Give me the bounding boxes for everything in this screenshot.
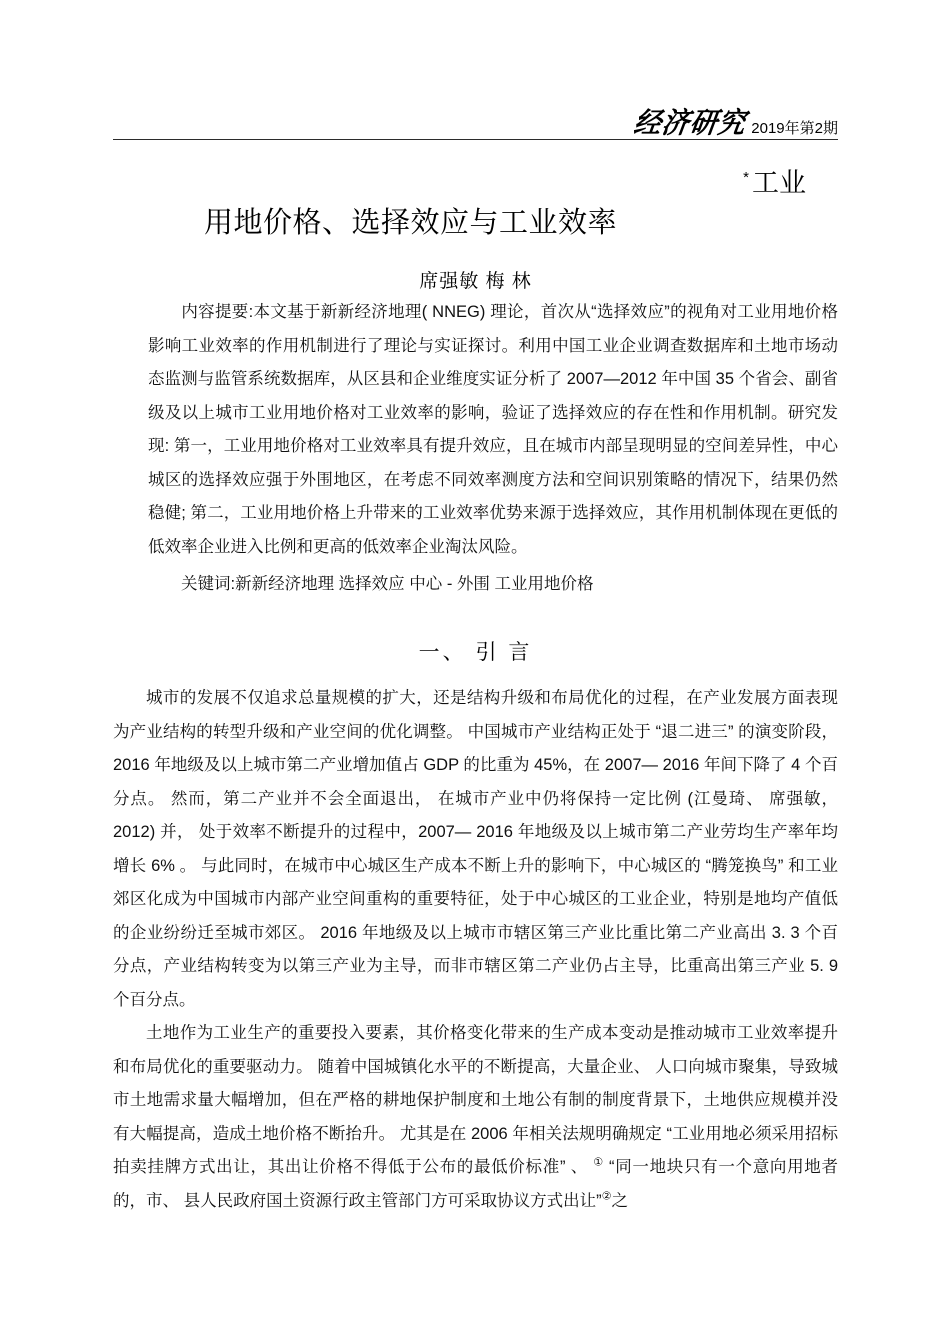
abstract-text: 本文基于新新经济地理( NNEG) 理论，首次从“选择效应”的视角对工业用地价格影响工业效率的作用机制进行了理论与实证探讨。利用中国工业企业调查数据库和土地市场动态监测与监管系统数据库，从区县和企业维度实证分析了 2007—2012 年中国 35 个省会、副省级及以上城市工业用地价格对工业效率的影响，验证了选择效应的存在性和作用机制。研究发现: 第一，工业用地价格对工业效率具有提升效应，且在城市内部呈现明显的空间差异性，中心城区的选择效应强于外围地区，在考虑不同效率测度方法和空间识别策略的情况下，结果仍然稳健; 第二，工业用地价格上升带来的工业效率优势来源于选择效应，其作用机制体现在更低的低效率企业进入比例和更高的低效率企业淘汰风险。 <box>148 303 838 556</box>
footnote-marker-2: ② <box>601 1190 612 1202</box>
running-head <box>113 100 838 146</box>
body-paragraph-2-separator: 、 <box>565 1158 594 1176</box>
title-wrapped-fragment-line <box>113 160 838 201</box>
keywords-label: 关键词: <box>181 575 236 593</box>
keywords-block <box>148 568 838 602</box>
title-wrapped-fragment: 工业 <box>752 168 806 198</box>
body-paragraph-2-part1: 土地作为工业生产的重要投入要素，其价格变化带来的生产成本变动是推动城市工业效率提升和布局优化的重要驱动力。 随着中国城镇化水平的不断提高，大量企业、 人口向城市聚集，导致城市土地需求量大幅增加，但在严格的耕地保护制度和土地公有制的制度背景下，土地供应规模并没有大幅提高，造成土地价格不断抬升。 尤其是在 2006 年相关法规明确规定 “工业用地必须采用招标拍卖挂牌方式出让，其出让价格不得低于公布的最低价标准” <box>113 1024 838 1176</box>
title-block <box>113 160 838 297</box>
author-list: 席强敏 梅 林 <box>419 271 532 292</box>
body-paragraph-2-part3: 之 <box>611 1191 628 1210</box>
body-content <box>113 682 838 1218</box>
body-paragraph-1: 城市的发展不仅追求总量规模的扩大，还是结构升级和布局优化的过程，在产业发展方面表现为产业结构的转型升级和产业空间的优化调整。 中国城市产业结构正处于 “退二进三” 的演变阶段，2016 年地级及以上城市第二产业增加值占 GDP 的比重为 45%，在 2007— 2016 年间下降了 4 个百分点。 然而，第二产业并不会全面退出， 在城市产业中仍将保持一定比例 (江曼琦、 席强敏， 2012) 并， 处于效率不断提升的过程中，2007— 2016 年地级及以上城市第二产业劳均生产率年均增长 6% 。 与此同时，在城市中心城区生产成本不断上升的影响下，中心城区的 “腾笼换鸟” 和工业郊区化成为中国城市内部产业空间重构的重要特征，处于中心城区的工业企业，特别是地均产值低的企业纷纷迁至城市郊区。 2016 年地级及以上城市市辖区第三产业比重比第二产业高出 3. 3 个百分点，产业结构转变为以第三产业为主导，而非市辖区第二产业仍占主导，比重高出第三产业 5. 9 个百分点。 <box>113 689 838 1009</box>
title-footnote-asterisk: * <box>743 169 749 186</box>
footnote-marker-1: ① <box>593 1156 604 1169</box>
page-title: 用地价格、选择效应与工业效率 <box>203 207 617 239</box>
section-heading-introduction: 一、 引 言 <box>418 641 533 664</box>
abstract-label: 内容提要: <box>181 303 254 321</box>
keywords-text: 新新经济地理 选择效应 中心 - 外围 工业用地价格 <box>235 575 594 593</box>
header-divider <box>113 139 838 140</box>
body-paragraph-2 <box>113 1017 838 1218</box>
body-paragraph-2-part2: “同一地块只有一个意向用地者的，市、 县人民政府国土资源行政主管部门方可采取协议方式出让” <box>113 1158 838 1210</box>
journal-masthead-logo: 经济研究 <box>632 107 749 140</box>
abstract-block <box>148 296 838 564</box>
issue-label: 2019年第2期 <box>751 120 838 137</box>
